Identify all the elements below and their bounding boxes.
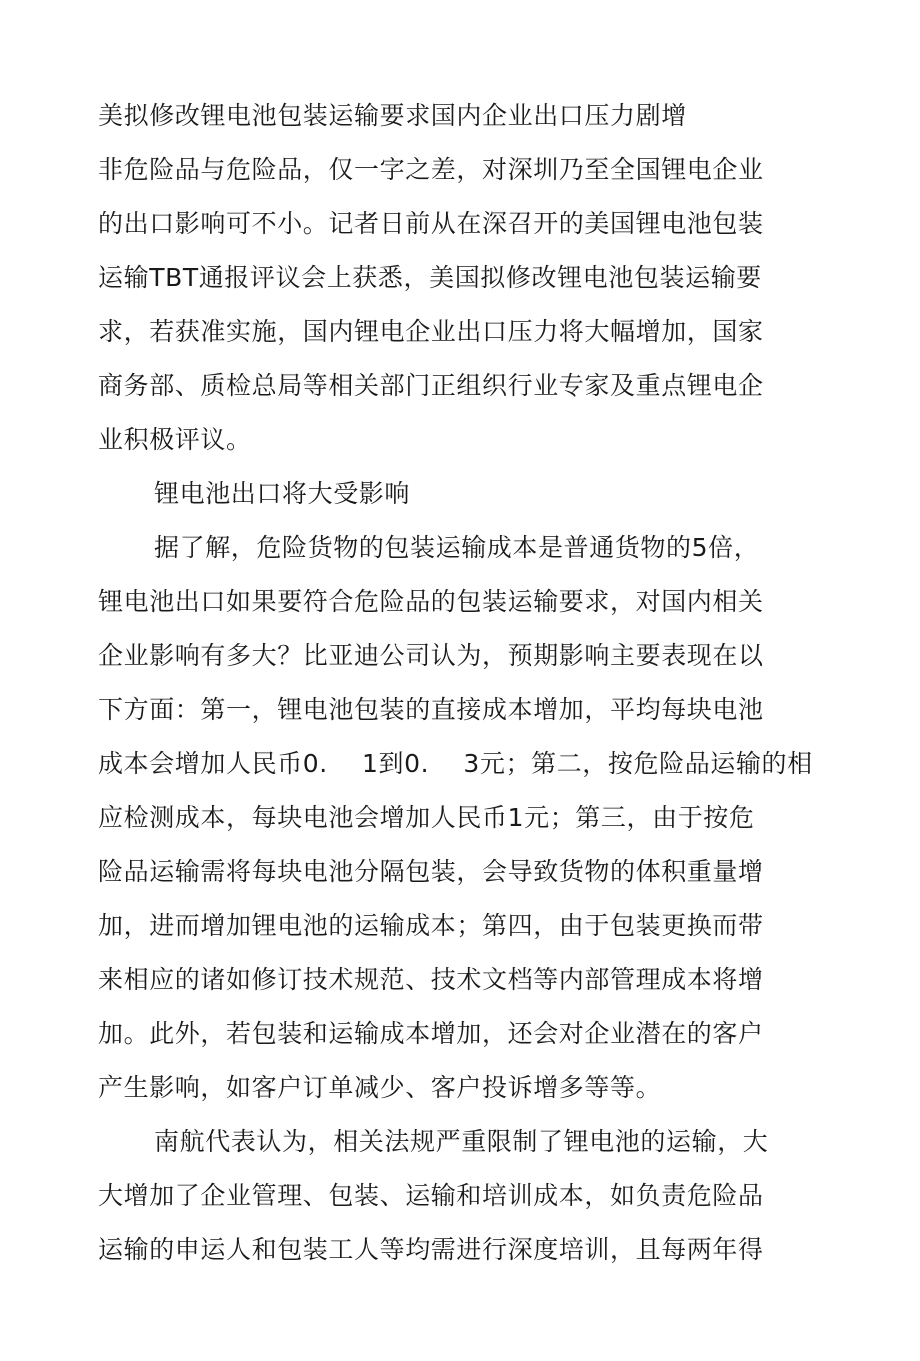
paragraph-line: 大增加了企业管理、包装、运输和培训成本，如负责危险品 <box>98 1181 764 1210</box>
paragraph-line: 下方面：第一，锂电池包装的直接成本增加，平均每块电池 <box>98 695 764 724</box>
paragraph-line: 险品运输需将每块电池分隔包装，会导致货物的体积重量增 <box>98 857 764 886</box>
paragraph-line: 加。此外，若包装和运输成本增加，还会对企业潜在的客户 <box>98 1019 764 1048</box>
paragraph-line: 加，进而增加锂电池的运输成本；第四，由于包装更换而带 <box>98 911 764 940</box>
paragraph-line: 应检测成本，每块电池会增加人民币1元；第三，由于按危 <box>98 803 755 832</box>
paragraph-line: 企业影响有多大？比亚迪公司认为，预期影响主要表现在以 <box>98 641 764 670</box>
paragraph-line: 运输的申运人和包装工人等均需进行深度培训，且每两年得 <box>98 1235 764 1264</box>
paragraph-line: 南航代表认为，相关法规严重限制了锂电池的运输，大 <box>154 1127 769 1156</box>
paragraph-line: 的出口影响可不小。记者日前从在深召开的美国锂电池包装 <box>98 209 764 238</box>
paragraph-line: 运输TBT通报评议会上获悉，美国拟修改锂电池包装运输要 <box>98 263 762 292</box>
paragraph-line: 来相应的诸如修订技术规范、技术文档等内部管理成本将增 <box>98 965 764 994</box>
paragraph-line: 求，若获准实施，国内锂电企业出口压力将大幅增加，国家 <box>98 317 764 346</box>
paragraph-line: 锂电池出口如果要符合危险品的包装运输要求，对国内相关 <box>98 587 764 616</box>
document-title: 美拟修改锂电池包装运输要求国内企业出口压力剧增 <box>98 101 687 130</box>
paragraph-line: 据了解，危险货物的包装运输成本是普通货物的5倍， <box>154 533 760 562</box>
paragraph-line: 商务部、质检总局等相关部门正组织行业专家及重点锂电企 <box>98 371 764 400</box>
paragraph-line: 业积极评议。 <box>98 425 252 454</box>
paragraph-line: 非危险品与危险品，仅一字之差，对深圳乃至全国锂电企业 <box>98 155 764 184</box>
paragraph-line: 产生影响，如客户订单减少、客户投诉增多等等。 <box>98 1073 662 1102</box>
section-heading: 锂电池出口将大受影响 <box>154 479 411 508</box>
paragraph-line: 成本会增加人民币0. 1到0. 3元；第二，按危险品运输的相 <box>98 749 813 778</box>
